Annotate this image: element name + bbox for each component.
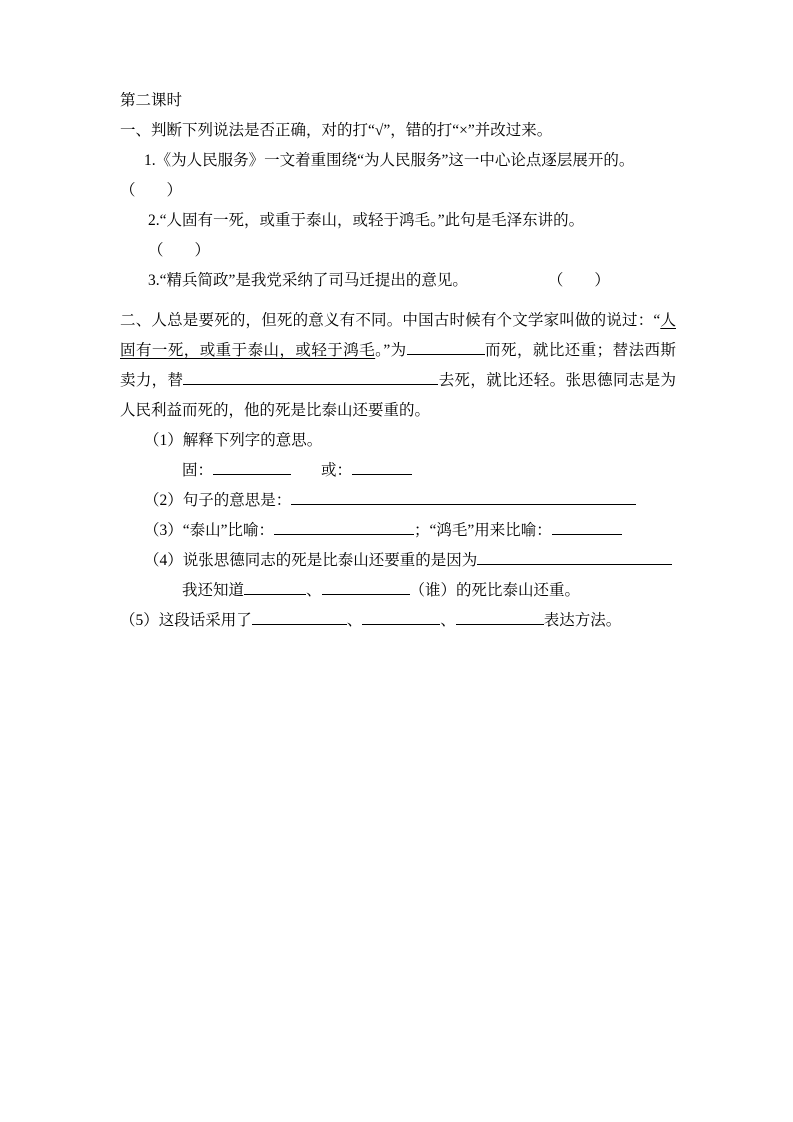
- doc-title: 第二课时: [120, 92, 183, 109]
- judge-item-1-text: 1.《为人民服务》一文着重围绕“为人民服务”这一中心论点逐层展开的。: [144, 152, 635, 169]
- question-5-pre: （5）这段话采用了: [120, 612, 252, 629]
- question-4-label: （4）说张思德同志的死是比泰山还要重的是因为: [144, 552, 478, 569]
- judge-item-1: [120, 146, 676, 206]
- judge-item-3-bracket: （ ）: [547, 272, 610, 289]
- question-4-line2-pre: 我还知道: [182, 582, 245, 599]
- blank-line-wei: [407, 340, 485, 356]
- document-content: [120, 86, 676, 636]
- judge-item-2-bracket: （ ）: [148, 242, 211, 259]
- label-huo: 或：: [321, 462, 353, 479]
- judge-item-2-text: 2.“人固有一死，或重于泰山，或轻于鸿毛。”此句是毛泽东讲的。: [148, 212, 585, 229]
- judge-item-1-bracket: （ ）: [120, 182, 183, 199]
- question-1-answers: [120, 456, 676, 486]
- section-one: [120, 116, 676, 296]
- question-2-label: （2）句子的意思是：: [144, 492, 292, 509]
- judge-item-3: [120, 266, 676, 296]
- question-5-sep2: 、: [440, 612, 456, 629]
- label-gu: 固：: [182, 462, 214, 479]
- section-two-passage: [120, 306, 676, 426]
- blank-line-hongmao: [552, 520, 622, 536]
- question-4-line2-post: （谁）的死比泰山还重。: [409, 582, 581, 599]
- question-5: [120, 606, 676, 636]
- passage-mid1: 而死，就比还重；替法西斯卖力，替: [120, 342, 676, 389]
- question-1-label: （1）解释下列字的意思。: [144, 432, 323, 449]
- passage-after-quote: 。”为: [375, 342, 407, 359]
- blank-line-ti: [183, 370, 438, 386]
- question-2: [120, 486, 676, 516]
- question-3-part2: ；“鸿毛”用来比喻：: [414, 522, 552, 539]
- blank-line-taishan: [274, 520, 414, 536]
- judge-item-3-line: [120, 266, 676, 296]
- passage-mid2: 去死，就比还轻。张思德同志是为人民利益而死的，他的死是比泰山还要重的。: [120, 372, 676, 419]
- question-3-part1: （3）“泰山”比喻：: [144, 522, 275, 539]
- blank-line-huo: [352, 460, 412, 476]
- blank-line-gu: [213, 460, 291, 476]
- blank-line-q4: [477, 550, 672, 566]
- blank-line-q5c: [456, 610, 544, 626]
- question-4-sep: 、: [306, 582, 322, 599]
- judge-item-2: [120, 206, 676, 266]
- section-two: [120, 306, 676, 636]
- question-5-post: 表达方法。: [543, 612, 622, 629]
- sub-questions: [120, 426, 676, 636]
- section-one-heading: 一、判断下列说法是否正确，对的打“√”，错的打“×”并改过来。: [120, 122, 553, 139]
- question-5-sep1: 、: [346, 612, 363, 629]
- question-3: [120, 516, 676, 546]
- blank-line-q5a: [252, 610, 347, 626]
- passage-underlined-quote: 人固有一死，或重于泰山，或轻于鸿毛: [120, 312, 676, 359]
- passage-intro: 二、人总是要死的，但死的意义有不同。中国古时候有个文学家叫做的说过：“: [120, 312, 661, 329]
- blank-line-who1: [244, 580, 306, 596]
- judge-item-3-text: 3.“精兵简政”是我党采纳了司马迁提出的意见。: [148, 272, 468, 289]
- question-4: [120, 546, 676, 576]
- blank-line-q2: [291, 490, 636, 506]
- blank-line-q5b: [362, 610, 440, 626]
- blank-line-who2: [322, 580, 410, 596]
- question-4-line2: [120, 576, 676, 606]
